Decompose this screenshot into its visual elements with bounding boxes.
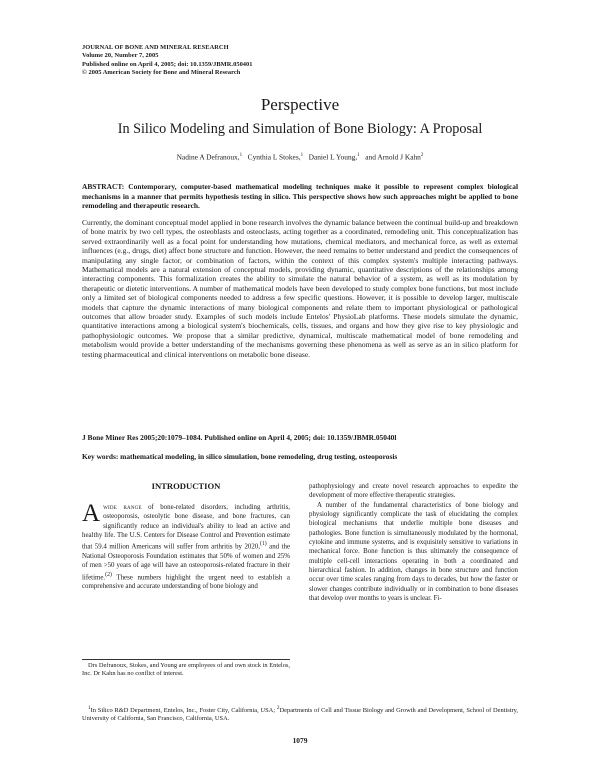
- introduction-right-column: [309, 482, 518, 603]
- affiliation-mark: 2: [420, 153, 424, 158]
- affiliation-mark: 1: [239, 153, 243, 158]
- disclosure-footnote: Drs Defranoux, Stokes, and Young are employees of and own stock in Entelos, Inc. Dr Kahn has no conflict of interest.: [82, 662, 290, 678]
- reference-mark: (1): [259, 541, 267, 548]
- journal-name: JOURNAL OF BONE AND MINERAL RESEARCH: [82, 44, 229, 51]
- section-label: Perspective: [260, 95, 340, 114]
- author-name: Daniel L Young,: [308, 152, 358, 162]
- intro-paragraph: pathophysiology and create novel research approaches to expedite the development of more effective therapeutic strategies.: [309, 483, 518, 500]
- author-list: [0, 151, 600, 161]
- paper-title: In Silico Modeling and Simulation of Bone Biology: A Proposal: [117, 121, 483, 137]
- citation-line: J Bone Miner Res 2005;20:1079–1084. Published online on April 4, 2005; doi: 10.1359/JBMR.05040l: [82, 433, 397, 442]
- affiliations-footnote: [82, 704, 518, 724]
- affiliation-text: Departments of Cell and Tissue Biology and Growth and Development, School of Dentistry, University of California, San Francisco, California, USA.: [82, 707, 519, 723]
- footnote-divider: [82, 659, 290, 660]
- author-name: and Arnold J Kahn: [365, 152, 421, 162]
- affiliation-mark: 1: [300, 153, 304, 158]
- introduction-heading: INTRODUCTION: [151, 481, 221, 491]
- affiliation-text: In Silico R&D Department, Entelos, Inc., Foster City, California, USA;: [90, 707, 277, 715]
- journal-copyright: © 2005 American Society for Bone and Mineral Research: [82, 68, 241, 76]
- intro-text: of bone-related disorders, including arthritis, osteoporosis, osteolytic bone disease, and bone fractures, can significantly reduce an individual's ability to lead an active and healthy life. The U.S. Centers for Disease Control and Prevention estimate that 59.4 million Americans will suffer from arthritis by 2020,: [82, 504, 290, 551]
- journal-published: Published online on April 4, 2005; doi: 10.1359/JBMR.050401: [82, 60, 253, 68]
- journal-header: [82, 44, 253, 77]
- summary-paragraph: Currently, the dominant conceptual model applied in bone research involves the dynamic balance between the continual build-up and breakdown of bone matrix by two cell types, the osteoblasts and osteoclasts, acting together as a coordinated, remodeling unit. This conceptualization has served extraordinarily well as a focal point for understanding how mutations, chemical mediators, and mechanical force, as well as external influences (e.g., drugs, diet) affect bone structure and function. However, the need remains to better understand and predict the consequences of manipulating any single factor, or combination of factors, within the context of this complex system's multiple interacting pathways. Mathematical models are a natural extension of conceptual models, providing dynamic, quantitative descriptions of the relationships among interacting components. This formalization creates the ability to simulate the natural behavior of a system, as well as its modulation by therapeutic or dietetic interventions. A number of mathematical models have been developed to study complex bone functions, but most include only a limited set of biological components needed to address a few specific questions. However, it is possible to develop larger, multiscale models that capture the dynamic interactions of many biological components and relate them to important physiological or pathological outcomes that allow broader study. Examples of such models include Entelos' PhysioLab platforms. These models simulate the dynamic, quantitative interactions among a biological system's biochemicals, cells, tissues, and organs and how they give rise to key physiologic and pathophysiologic outcomes. We propose that a similar predictive, dynamical, multiscale mathematical model of bone remodeling and metabolism would provide a better understanding of the mechanisms governing these phenomena as well as serve as an in silico platform for testing pharmaceutical and clinical interventions on metabolic bone disease.: [82, 218, 518, 359]
- affiliation-mark: 1: [88, 705, 91, 711]
- abstract: ABSTRACT: Contemporary, computer-based mathematical modeling techniques make it possible to represent complex biological mechanisms in a manner that permits hypothesis testing in silico. This perspective shows how such approaches might be applied to bone remodeling and therapeutic research.: [82, 182, 518, 210]
- affiliation-mark: 1: [357, 153, 360, 158]
- author-name: Nadine A Defranoux,: [176, 152, 240, 162]
- affiliation-mark: 2: [276, 705, 280, 711]
- lead-smallcaps: wide range: [103, 504, 142, 511]
- reference-mark: (2): [105, 571, 112, 578]
- page-number: 1079: [292, 736, 308, 745]
- intro-text: These numbers highlight the urgent need to establish a comprehensive and accurate understanding of bone biology and: [82, 574, 290, 591]
- introduction-left-column: [82, 500, 291, 592]
- author-name: Cynthia L Stokes,: [247, 152, 301, 162]
- drop-cap: A: [82, 500, 101, 527]
- journal-volume: Volume 20, Number 7, 2005: [82, 52, 159, 60]
- keywords-line: Key words: mathematical modeling, in silico simulation, bone remodeling, drug testing, osteoporosis: [82, 452, 398, 461]
- intro-text: and the National Osteoporosis Foundation estimates that 50% of women and 25% of men >50 years of age will have an osteoporosis-related fracture in their lifetime.: [82, 543, 291, 581]
- intro-paragraph: A number of the fundamental characteristics of bone biology and physiology significantly complicate the task of elucidating the complex biological mechanisms that underlie multiple bone diseases and pathologies. Bone function is simultaneously modulated by the hormonal, cytokine and immune systems, and is exquisitely sensitive to variations in mechanical force. Bone function is thus ultimately the consequence of multiple cell-cell interactions operating in both a coordinated and hierarchical fashion. In addition, changes in bone structure and function occur over time scales ranging from days to decades, but how the faster or slower changes contribute individually or in combination to bone diseases that develop over months to years is unclear. Fi-: [309, 501, 518, 603]
